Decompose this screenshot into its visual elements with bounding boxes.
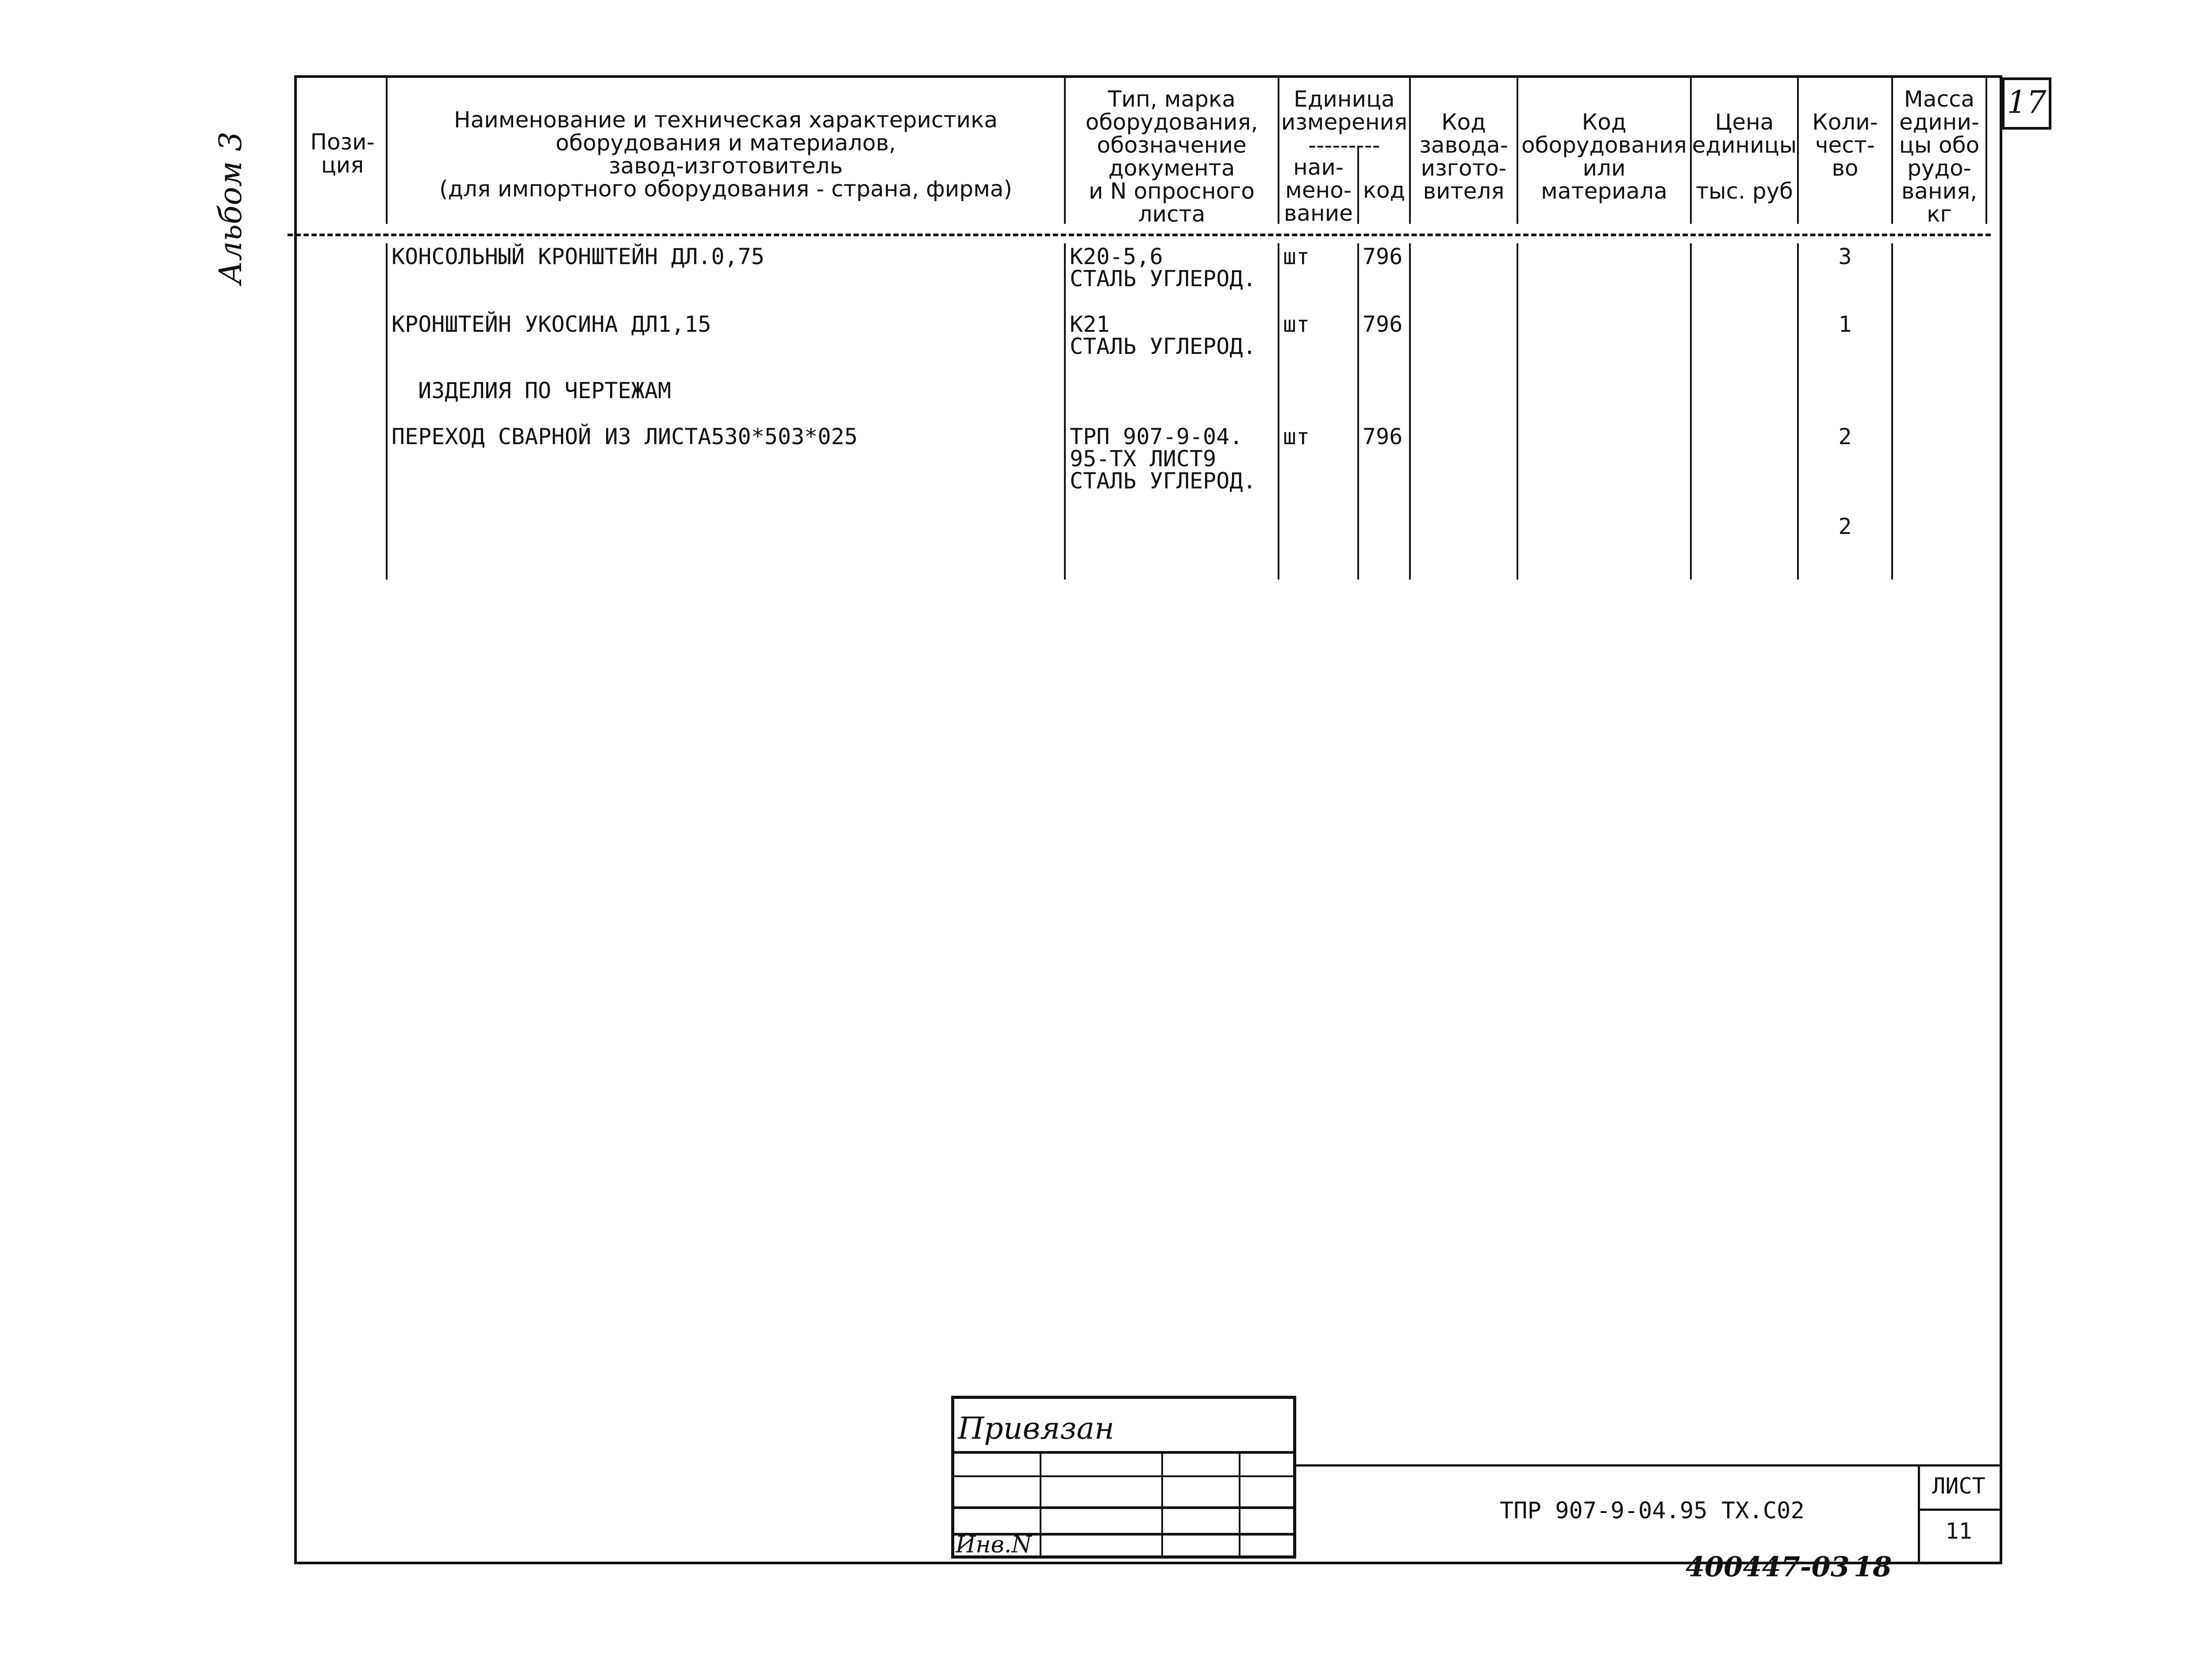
header-type: Тип, марка оборудования, обозначение документа и N опросного листа	[1085, 86, 1258, 227]
row-4-type: ТРП 907-9-04. 95-ТХ ЛИСТ9 СТАЛЬ УГЛЕРОД.	[1070, 424, 1256, 494]
stamp-line	[951, 1506, 1296, 1509]
binding-label: Привязан	[958, 1411, 1114, 1446]
footer-inventory-number: 400447-03	[1686, 1551, 1850, 1583]
body-col	[1064, 243, 1066, 580]
row-2-unit-name: шт	[1283, 311, 1310, 337]
stamp-line	[951, 1451, 1296, 1454]
page-number: 17	[2007, 84, 2047, 120]
sheet-label: ЛИСТ	[1932, 1473, 1985, 1499]
stamp-col	[1239, 1451, 1240, 1559]
footer-number: 18	[1854, 1551, 1892, 1583]
row-4-quantity: 2	[1838, 424, 1852, 449]
inventory-label: Инв.N	[956, 1532, 1032, 1558]
col-sep	[1985, 78, 1987, 224]
row-4-name: ПЕРЕХОД СВАРНОЙ ИЗ ЛИСТА530*503*025	[392, 424, 858, 449]
row-1-unit-code: 796	[1363, 244, 1403, 269]
frame-top	[294, 75, 2002, 78]
header-equipment-code: Код оборудования или материала	[1521, 109, 1687, 204]
header-separator	[288, 234, 1991, 236]
title-block-top	[1296, 1464, 2000, 1467]
row-4-unit-name: шт	[1283, 424, 1310, 449]
frame-right	[2000, 75, 2002, 1564]
stamp-line	[951, 1475, 1296, 1477]
album-label: Альбом 3	[212, 131, 249, 284]
section-heading: ИЗДЕЛИЯ ПО ЧЕРТЕЖАМ	[418, 378, 671, 403]
body-col	[1357, 243, 1359, 580]
stamp-col	[1040, 1451, 1041, 1559]
row-4-unit-code: 796	[1363, 424, 1403, 449]
frame-left	[294, 75, 297, 1564]
sheet-box-mid	[1918, 1509, 2000, 1511]
body-col	[1517, 243, 1518, 580]
body-col	[1278, 243, 1279, 580]
header-mass: Масса едини- цы обо рудо- вания, кг	[1899, 86, 1980, 227]
body-col	[386, 243, 388, 580]
row-2-name: КРОНШТЕЙН УКОСИНА ДЛ1,15	[392, 311, 711, 337]
body-col	[1690, 243, 1692, 580]
row-1-unit-name: шт	[1283, 244, 1310, 269]
header-position: Пози- ция	[310, 129, 375, 178]
header-unit-name: наи- мено- вание	[1283, 154, 1353, 226]
row-1-name: КОНСОЛЬНЫЙ КРОНШТЕЙН ДЛ.0,75	[392, 244, 764, 269]
header-factory-code: Код завода- изгото- вителя	[1419, 109, 1508, 204]
header-unit-code: код	[1363, 177, 1406, 203]
header-unit: Единица измерения ---------	[1281, 86, 1408, 158]
row-5-quantity: 2	[1838, 514, 1852, 539]
row-1-quantity: 3	[1838, 244, 1852, 269]
row-2-type: К21 СТАЛЬ УГЛЕРОД.	[1070, 311, 1256, 359]
row-2-quantity: 1	[1838, 311, 1852, 337]
header-price: Цена единицы тыс. руб	[1692, 109, 1797, 204]
body-col	[1409, 243, 1411, 580]
row-1-type: К20-5,6 СТАЛЬ УГЛЕРОД.	[1070, 244, 1256, 292]
document-code: ТПР 907-9-04.95 ТХ.С02	[1500, 1498, 1805, 1524]
body-col	[1891, 243, 1893, 580]
header-quantity: Коли- чест- во	[1812, 109, 1878, 181]
header-name: Наименование и техническая характеристика оборудования и материалов, завод-изготовитель (для импортного оборудования - страна, фирма)	[439, 107, 1013, 202]
sheet-number: 11	[1945, 1518, 1972, 1544]
stamp-col	[1161, 1451, 1163, 1559]
row-2-unit-code: 796	[1363, 311, 1403, 337]
